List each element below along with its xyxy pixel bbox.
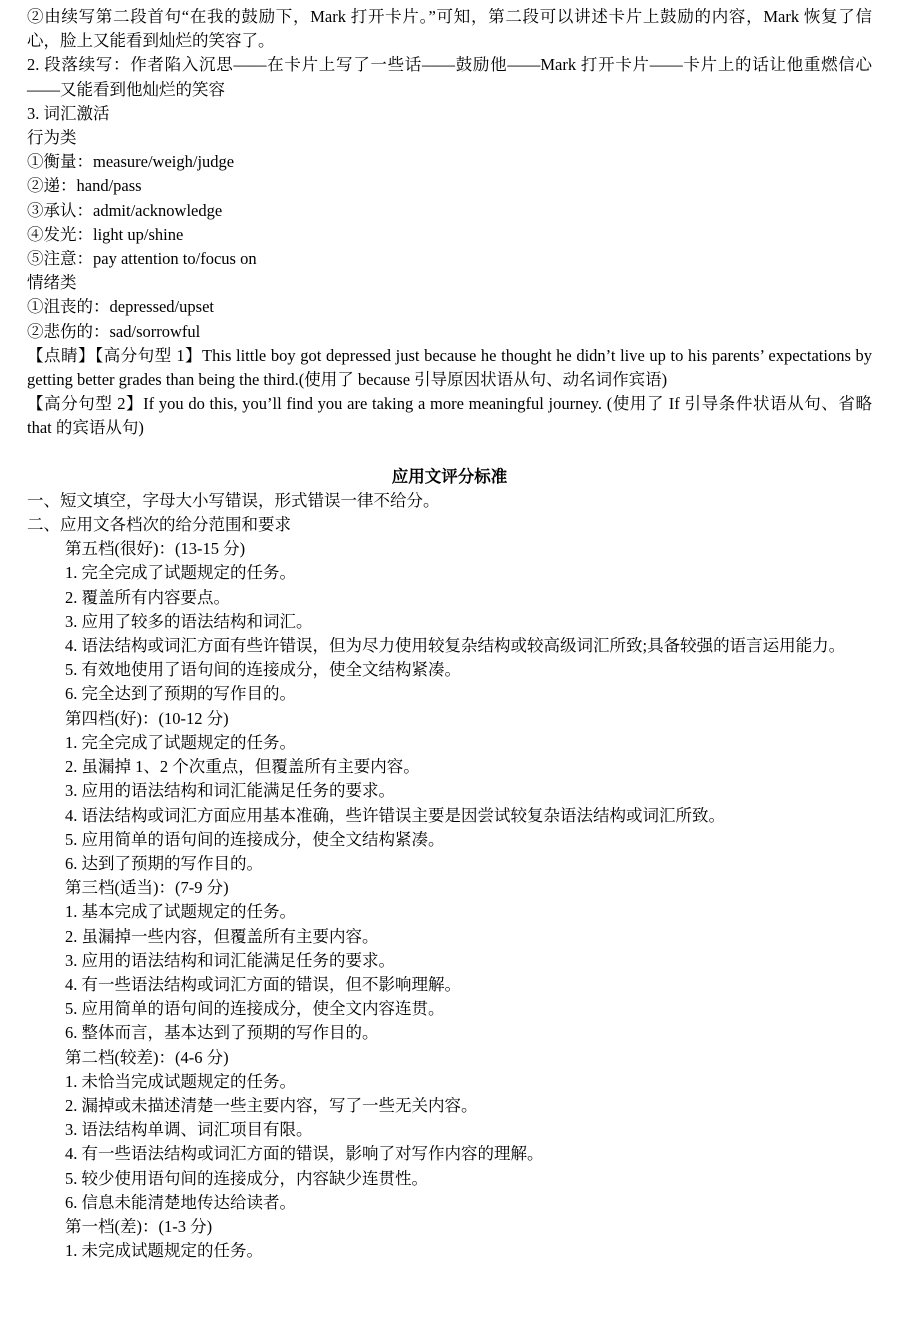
- tier-item: 2. 覆盖所有内容要点。: [65, 587, 230, 607]
- tier-item: 4. 语法结构或词汇方面应用基本准确，些许错误主要是因尝试较复杂语法结构或词汇所致。: [65, 805, 725, 825]
- tier-item: 2. 虽漏掉 1、2 个次重点，但覆盖所有主要内容。: [65, 757, 420, 777]
- tier-item: 4. 有一些语法结构或词汇方面的错误，影响了对写作内容的理解。: [65, 1144, 544, 1164]
- tier-item: 6. 信息未能清楚地传达给读者。: [65, 1192, 296, 1212]
- tier-heading: 第一档(差)：(1-3 分): [65, 1216, 213, 1236]
- tier-item: 1. 未恰当完成试题规定的任务。: [65, 1071, 296, 1091]
- tier-item: 5. 有效地使用了语句间的连接成分，使全文结构紧凑。: [65, 660, 461, 680]
- tier-item: 5. 较少使用语句间的连接成分，内容缺少连贯性。: [65, 1168, 428, 1188]
- action-category-heading: 行为类: [27, 128, 77, 148]
- rubric-rule-2: 二、应用文各档次的给分范围和要求: [27, 515, 291, 535]
- vocab-item: ②悲伤的：sad/sorrowful: [27, 321, 201, 341]
- highlight-sentence-2: 【高分句型 2】If you do this, you’ll find you are taking a more meaningful journey. (使用了 If 引导条件状语从句、省略 that 的宾语从句): [27, 394, 872, 438]
- rubric-title: 应用文评分标准: [391, 466, 508, 486]
- tier-item: 1. 完全完成了试题规定的任务。: [65, 732, 296, 752]
- tier-item: 2. 漏掉或未描述清楚一些主要内容，写了一些无关内容。: [65, 1095, 478, 1115]
- tier-heading: 第二档(较差)：(4-6 分): [65, 1047, 229, 1067]
- tier-heading: 第三档(适当)：(7-9 分): [65, 878, 229, 898]
- vocab-item: ②递：hand/pass: [27, 176, 142, 196]
- vocab-item: ①衡量：measure/weigh/judge: [27, 152, 235, 172]
- vocab-item: ④发光：light up/shine: [27, 224, 184, 244]
- tier-item: 4. 语法结构或词汇方面有些许错误，但为尽力使用较复杂结构或较高级词汇所致;具备较强的语言运用能力。: [65, 636, 846, 656]
- tier-item: 6. 达到了预期的写作目的。: [65, 853, 263, 873]
- emotion-category-heading: 情绪类: [27, 273, 77, 293]
- tier-item: 5. 应用简单的语句间的连接成分，使全文结构紧凑。: [65, 829, 445, 849]
- tier-item: 6. 完全达到了预期的写作目的。: [65, 684, 296, 704]
- paragraph-outline: 2. 段落续写：作者陷入沉思——在卡片上写了一些话——鼓励他——Mark 打开卡片——卡片上的话让他重燃信心——又能看到他灿烂的笑容: [27, 55, 872, 99]
- rubric-rule-1: 一、短文填空，字母大小写错误，形式错误一律不给分。: [27, 490, 440, 510]
- document-page: [27, 5, 872, 1263]
- vocab-item: ①沮丧的：depressed/upset: [27, 297, 214, 317]
- tier-item: 3. 应用的语法结构和词汇能满足任务的要求。: [65, 781, 395, 801]
- tier-heading: 第四档(好)：(10-12 分): [65, 708, 229, 728]
- vocab-item: ③承认：admit/acknowledge: [27, 200, 223, 220]
- tier-item: 3. 应用的语法结构和词汇能满足任务的要求。: [65, 950, 395, 970]
- highlight-sentence-1: 【点睛】【高分句型 1】This little boy got depressed just because he thought he didn’t live up to his parents’ expectations by getting better grades than being the third.(使用了 because 引导原因状语从句、动名词作宾语): [27, 345, 872, 390]
- analysis-paragraph: ②由续写第二段首句“在我的鼓励下，Mark 打开卡片。”可知，第二段可以讲述卡片上鼓励的内容，Mark 恢复了信心，脸上又能看到灿烂的笑容了。: [27, 7, 872, 51]
- tier-item: 1. 完全完成了试题规定的任务。: [65, 563, 296, 583]
- tier-item: 5. 应用简单的语句间的连接成分，使全文内容连贯。: [65, 999, 445, 1019]
- vocab-heading: 3. 词汇激活: [27, 103, 110, 123]
- tier-item: 3. 语法结构单调、词汇项目有限。: [65, 1120, 313, 1140]
- tier-item: 3. 应用了较多的语法结构和词汇。: [65, 611, 313, 631]
- tier-item: 6. 整体而言，基本达到了预期的写作目的。: [65, 1023, 379, 1043]
- vocab-item: ⑤注意：pay attention to/focus on: [27, 249, 257, 269]
- tier-item: 2. 虽漏掉一些内容，但覆盖所有主要内容。: [65, 926, 379, 946]
- tier-heading: 第五档(很好)：(13-15 分): [65, 539, 246, 559]
- spacer: [27, 441, 872, 465]
- tier-item: 4. 有一些语法结构或词汇方面的错误，但不影响理解。: [65, 974, 461, 994]
- tier-item: 1. 基本完成了试题规定的任务。: [65, 902, 296, 922]
- tier-item: 1. 未完成试题规定的任务。: [65, 1241, 263, 1261]
